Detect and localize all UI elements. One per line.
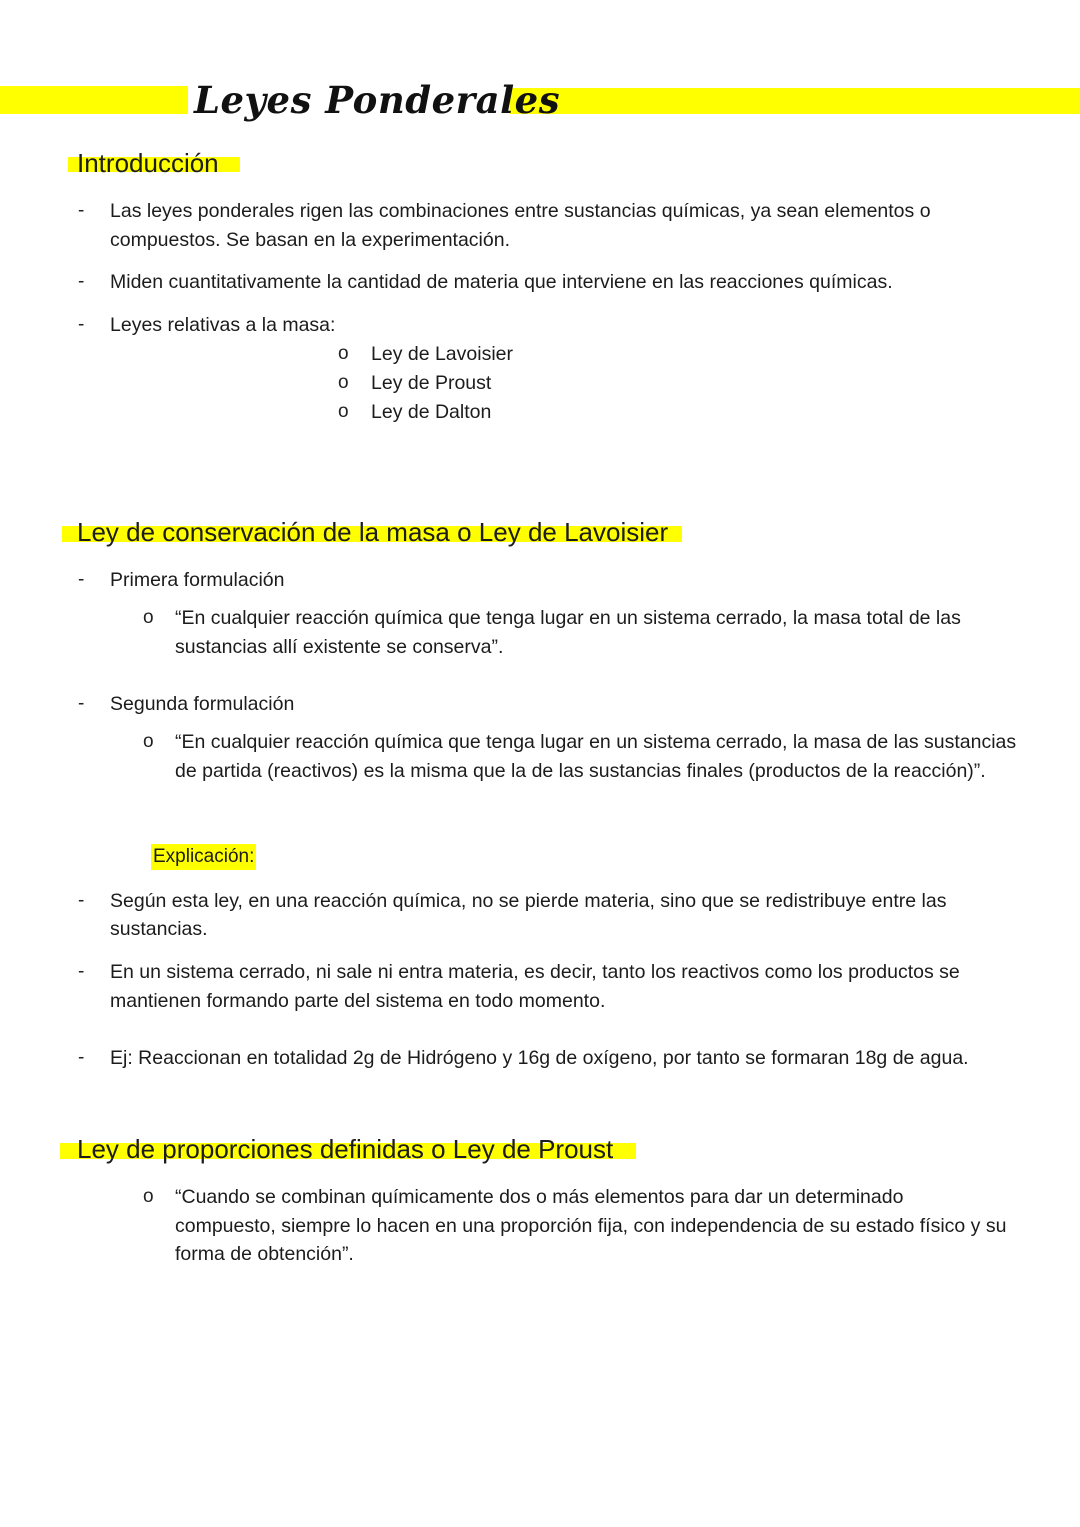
second-formulation-label: Segunda formulación xyxy=(110,693,295,715)
explanation-item-2-line-1: En un sistema cerrado, ni sale ni entra materia, es decir, tanto los reactivos como los productos se xyxy=(110,961,960,983)
title-highlight-left xyxy=(0,86,188,114)
intro-item-2: Miden cuantitativamente la cantidad de materia que interviene en las reacciones químicas. xyxy=(110,271,893,293)
proust-quote-line-3: forma de obtención”. xyxy=(175,1243,354,1265)
circle-marker: o xyxy=(338,343,349,364)
circle-marker: o xyxy=(143,1186,154,1207)
proust-heading: Ley de proporciones definidas o Ley de Proust xyxy=(77,1134,614,1164)
second-formulation-quote-line-1: “En cualquier reacción química que tenga lugar en un sistema cerrado, la masa de las sustancias xyxy=(175,731,1017,753)
lavoisier-heading: Ley de conservación de la masa o Ley de Lavoisier xyxy=(77,517,669,547)
explanation-item-2-line-2: mantienen formando parte del sistema en todo momento. xyxy=(110,990,606,1012)
first-formulation-label: Primera formulación xyxy=(110,569,285,591)
second-formulation-quote-line-2: de partida (reactivos) es la misma que la de las sustancias finales (productos de la reacción)”. xyxy=(175,760,986,782)
title-highlight-right xyxy=(510,88,1080,114)
dash-marker: - xyxy=(78,569,85,590)
page-title: Leyes Ponderales xyxy=(194,78,561,122)
law-list-item-proust: Ley de Proust xyxy=(371,372,492,394)
dash-marker: - xyxy=(78,271,85,292)
law-list-item-dalton: Ley de Dalton xyxy=(371,401,492,423)
explanation-label: Explicación: xyxy=(151,844,256,870)
circle-marker: o xyxy=(338,372,349,393)
proust-quote-line-1: “Cuando se combinan químicamente dos o más elementos para dar un determinado xyxy=(175,1186,904,1208)
first-formulation-quote-line-1: “En cualquier reacción química que tenga lugar en un sistema cerrado, la masa total de las xyxy=(175,607,961,629)
law-list-item-lavoisier: Ley de Lavoisier xyxy=(371,343,514,365)
circle-marker: o xyxy=(143,607,154,628)
intro-item-1-line-2: compuestos. Se basan en la experimentación. xyxy=(110,229,510,251)
example-item: Ej: Reaccionan en totalidad 2g de Hidrógeno y 16g de oxígeno, por tanto se formaran 18g de agua. xyxy=(110,1047,969,1069)
dash-marker: - xyxy=(78,693,85,714)
proust-quote-line-2: compuesto, siempre lo hacen en una proporción fija, con independencia de su estado físico y su xyxy=(175,1215,1007,1237)
intro-item-1-line-1: Las leyes ponderales rigen las combinaciones entre sustancias químicas, ya sean elementos o xyxy=(110,200,931,222)
intro-item-3: Leyes relativas a la masa: xyxy=(110,314,336,336)
dash-marker: - xyxy=(78,961,85,982)
dash-marker: - xyxy=(78,1047,85,1068)
dash-marker: - xyxy=(78,890,85,911)
explanation-item-1-line-2: sustancias. xyxy=(110,918,208,940)
first-formulation-quote-line-2: sustancias allí existente se conserva”. xyxy=(175,636,504,658)
intro-heading: Introducción xyxy=(77,148,219,178)
dash-marker: - xyxy=(78,314,85,335)
dash-marker: - xyxy=(78,200,85,221)
circle-marker: o xyxy=(143,731,154,752)
explanation-item-1-line-1: Según esta ley, en una reacción química, no se pierde materia, sino que se redistribuye entre las xyxy=(110,890,947,912)
circle-marker: o xyxy=(338,401,349,422)
